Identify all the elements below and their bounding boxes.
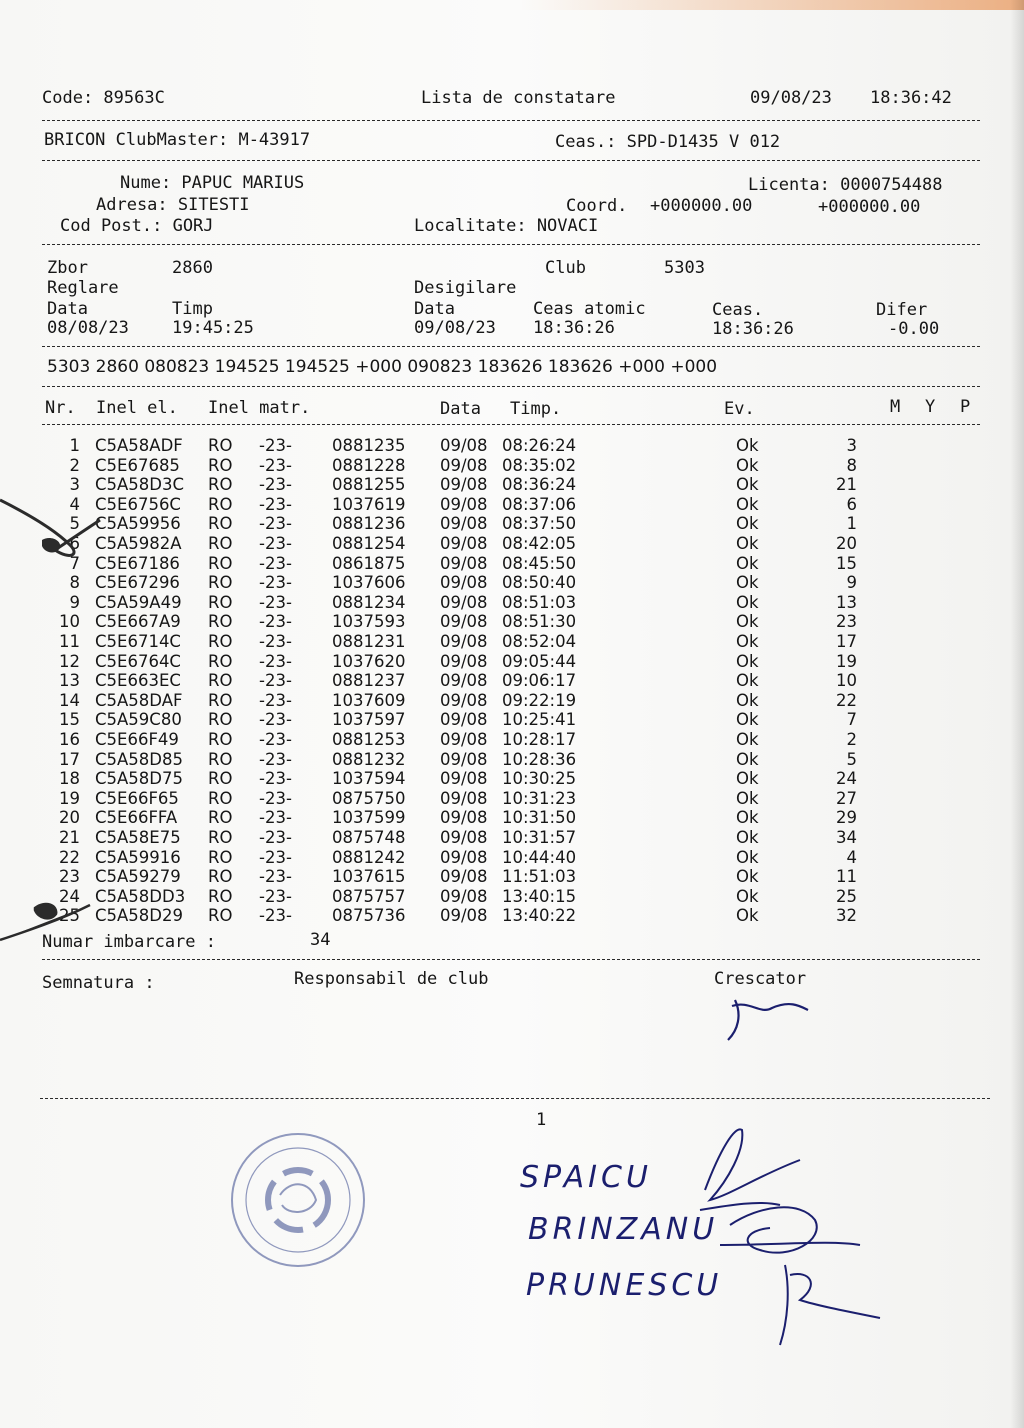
row-time: 08:50:40 (502, 573, 577, 593)
handwritten-name-1: SPAICU (520, 1160, 652, 1195)
row-yr: -23- (259, 632, 292, 651)
col-data: Data (440, 399, 481, 419)
row-date: 09/08 (440, 828, 488, 847)
row-ev: Ok (736, 730, 759, 749)
row-time: 08:36:24 (502, 475, 577, 495)
row-yr: -23- (259, 671, 292, 691)
row-matr: 0861875 (332, 553, 406, 573)
row-nr: 22 (59, 847, 80, 867)
row-yr: -23- (259, 436, 292, 455)
row-el: C5E66FFA (95, 808, 178, 828)
row-ev: Ok (736, 906, 759, 926)
header-date: 09/08/23 (750, 88, 832, 108)
row-yr: -23- (259, 769, 292, 789)
row-matr: 0875757 (332, 886, 406, 906)
row-pos: 11 (836, 867, 857, 887)
row-ev: Ok (736, 886, 759, 906)
row-ev: Ok (736, 573, 759, 593)
row-matr: 1037620 (332, 651, 406, 671)
row-cc: RO (208, 671, 233, 691)
row-matr: 0881254 (332, 534, 406, 553)
row-cc: RO (208, 788, 233, 808)
row-time: 09:06:17 (502, 671, 577, 691)
row-yr: -23- (259, 886, 292, 906)
row-el: C5A58DD3 (95, 886, 186, 906)
row-yr: -23- (259, 455, 292, 475)
row-nr: 5 (69, 514, 80, 534)
numar-imbarcare-label: Numar imbarcare : (42, 932, 216, 952)
row-date: 09/08 (440, 651, 488, 671)
row-date: 09/08 (440, 455, 488, 475)
row-nr: 12 (59, 651, 80, 671)
row-matr: 0881242 (332, 847, 406, 867)
row-date: 09/08 (440, 906, 488, 926)
owner-name: Nume: PAPUC MARIUS (120, 173, 305, 193)
row-yr: -23- (259, 867, 292, 887)
row-matr: 1037615 (332, 867, 406, 887)
row-pos: 21 (836, 475, 857, 495)
row-el: C5E67685 (95, 455, 180, 475)
row-date: 09/08 (440, 769, 488, 789)
row-date: 09/08 (440, 808, 488, 828)
row-date: 09/08 (440, 436, 488, 455)
row-cc: RO (208, 573, 233, 593)
row-yr: -23- (259, 573, 292, 593)
row-el: C5E6714C (95, 632, 181, 651)
clock-id: Ceas.: SPD-D1435 V 012 (555, 132, 781, 152)
row-date: 09/08 (440, 573, 488, 593)
row-nr: 20 (59, 808, 80, 828)
row-time: 08:51:30 (502, 612, 577, 632)
row-time: 10:28:36 (502, 749, 577, 769)
row-nr: 23 (59, 867, 80, 887)
row-yr: -23- (259, 710, 292, 730)
row-el: C5E6756C (95, 494, 181, 514)
difer-label: Difer (876, 300, 928, 320)
row-pos: 4 (846, 847, 857, 867)
row-ev: Ok (736, 671, 759, 691)
row-pos: 27 (836, 788, 857, 808)
row-cc: RO (208, 828, 233, 847)
difer-value: -0.00 (888, 319, 940, 339)
row-el: C5A59C80 (95, 710, 182, 730)
row-date: 09/08 (440, 632, 488, 651)
row-matr: 1037593 (332, 612, 406, 632)
row-time: 13:40:15 (502, 886, 577, 906)
data-label: Data (47, 299, 88, 319)
row-date: 09/08 (440, 553, 488, 573)
row-time: 10:25:41 (502, 710, 577, 730)
row-date: 09/08 (440, 788, 488, 808)
row-nr: 9 (69, 592, 80, 612)
row-yr: -23- (259, 906, 292, 926)
row-ev: Ok (736, 455, 759, 475)
row-pos: 34 (836, 828, 857, 847)
row-el: C5E66F65 (95, 788, 179, 808)
row-el: C5A58D85 (95, 749, 184, 769)
row-pos: 15 (836, 553, 857, 573)
col-inel-matr: Inel matr. (208, 398, 311, 418)
row-date: 09/08 (440, 475, 488, 495)
row-ev: Ok (736, 710, 759, 730)
code-label: Code: 89563C (42, 88, 165, 108)
row-yr: -23- (259, 534, 292, 553)
row-date: 09/08 (440, 847, 488, 867)
row-date: 09/08 (440, 867, 488, 887)
row-yr: -23- (259, 494, 292, 514)
row-yr: -23- (259, 592, 292, 612)
row-pos: 5 (846, 749, 857, 769)
row-time: 10:31:57 (502, 828, 577, 847)
row-ev: Ok (736, 632, 759, 651)
row-el: C5E67296 (95, 573, 180, 593)
row-ev: Ok (736, 788, 759, 808)
reglare-date: 08/08/23 (47, 318, 129, 338)
row-nr: 1 (69, 436, 80, 455)
zbor-value: 2860 (172, 258, 213, 278)
breeder-label: Crescator (714, 969, 807, 989)
row-cc: RO (208, 690, 233, 710)
row-el: C5A58D29 (95, 906, 184, 926)
row-pos: 13 (836, 592, 857, 612)
col-timp: Timp. (510, 399, 562, 419)
row-nr: 19 (59, 788, 80, 808)
col-ev: Ev. (724, 399, 755, 419)
clubmaster-id: BRICON ClubMaster: M-43917 (44, 130, 311, 150)
desigilare-label: Desigilare (414, 278, 517, 298)
row-ev: Ok (736, 808, 759, 828)
row-ev: Ok (736, 494, 759, 514)
row-pos: 20 (836, 534, 857, 553)
row-pos: 17 (836, 632, 857, 651)
coord-label: Coord. (566, 196, 628, 216)
row-date: 09/08 (440, 749, 488, 769)
row-time: 08:26:24 (502, 436, 577, 455)
row-el: C5A5982A (95, 534, 182, 553)
club-responsible-label: Responsabil de club (294, 969, 489, 989)
row-ev: Ok (736, 475, 759, 495)
club-stamp (232, 1134, 364, 1266)
row-pos: 29 (836, 808, 857, 828)
row-pos: 7 (846, 710, 857, 730)
row-time: 08:37:50 (502, 514, 577, 534)
row-nr: 18 (59, 769, 80, 789)
row-nr: 6 (69, 534, 80, 553)
row-pos: 10 (836, 671, 857, 691)
row-cc: RO (208, 710, 233, 730)
row-yr: -23- (259, 749, 292, 769)
row-matr: 0881255 (332, 475, 406, 495)
row-ev: Ok (736, 867, 759, 887)
row-time: 11:51:03 (502, 867, 577, 887)
row-nr: 24 (59, 886, 80, 906)
row-date: 09/08 (440, 710, 488, 730)
row-matr: 0881235 (332, 436, 406, 455)
signature-3 (780, 1265, 880, 1345)
row-nr: 7 (69, 553, 80, 573)
handwritten-name-3: PRUNESCU (526, 1268, 723, 1303)
row-pos: 23 (836, 612, 857, 632)
row-pos: 1 (846, 514, 857, 534)
row-yr: -23- (259, 847, 292, 867)
row-el: C5A59916 (95, 847, 181, 867)
row-time: 08:37:06 (502, 494, 577, 514)
row-cc: RO (208, 436, 233, 455)
row-nr: 15 (59, 710, 80, 730)
row-el: C5A59279 (95, 867, 181, 887)
row-el: C5E67186 (95, 553, 180, 573)
owner-address: Adresa: SITESTI (96, 195, 250, 215)
club-value: 5303 (664, 258, 705, 278)
row-time: 08:35:02 (502, 455, 577, 475)
page-number: 1 (536, 1110, 547, 1130)
signature-2 (720, 1207, 860, 1252)
row-time: 10:28:17 (502, 730, 577, 749)
row-cc: RO (208, 612, 233, 632)
row-time: 10:44:40 (502, 847, 577, 867)
row-date: 09/08 (440, 534, 488, 553)
club-label: Club (545, 258, 586, 278)
row-el: C5E66F49 (95, 730, 179, 749)
row-cc: RO (208, 749, 233, 769)
row-ev: Ok (736, 828, 759, 847)
reglare-label: Reglare (47, 278, 119, 298)
row-nr: 4 (69, 494, 80, 514)
row-time: 13:40:22 (502, 906, 577, 926)
row-yr: -23- (259, 475, 292, 495)
row-nr: 10 (59, 612, 80, 632)
row-nr: 17 (59, 749, 80, 769)
row-pos: 25 (836, 886, 857, 906)
row-time: 10:31:50 (502, 808, 577, 828)
row-nr: 14 (59, 690, 80, 710)
col-m: M (890, 397, 901, 417)
row-date: 09/08 (440, 592, 488, 612)
row-ev: Ok (736, 847, 759, 867)
row-el: C5A58E75 (95, 828, 181, 847)
row-cc: RO (208, 553, 233, 573)
col-y: Y (925, 397, 936, 417)
row-matr: 1037619 (332, 494, 406, 514)
row-time: 09:22:19 (502, 690, 577, 710)
row-matr: 0881232 (332, 749, 406, 769)
signature-label: Semnatura : (42, 973, 155, 993)
row-matr: 1037594 (332, 769, 406, 789)
row-el: C5A58DAF (95, 690, 183, 710)
row-cc: RO (208, 847, 233, 867)
row-date: 09/08 (440, 494, 488, 514)
row-pos: 32 (836, 906, 857, 926)
row-ev: Ok (736, 514, 759, 534)
row-cc: RO (208, 867, 233, 887)
row-pos: 19 (836, 651, 857, 671)
row-time: 10:31:23 (502, 788, 577, 808)
row-date: 09/08 (440, 730, 488, 749)
row-matr: 0881234 (332, 592, 406, 612)
row-pos: 2 (846, 730, 857, 749)
row-ev: Ok (736, 592, 759, 612)
row-cc: RO (208, 632, 233, 651)
row-matr: 0881253 (332, 730, 406, 749)
row-matr: 1037597 (332, 710, 406, 730)
ceas-label: Ceas. (712, 300, 764, 320)
row-pos: 9 (846, 573, 857, 593)
col-inel-el: Inel el. (96, 398, 178, 418)
row-nr: 21 (59, 828, 80, 847)
numar-imbarcare-value: 34 (310, 930, 331, 950)
row-time: 08:45:50 (502, 553, 577, 573)
handwritten-name-2: BRINZANU (528, 1212, 719, 1247)
row-pos: 3 (846, 436, 857, 455)
row-cc: RO (208, 475, 233, 495)
col-p: P (960, 397, 971, 417)
row-cc: RO (208, 455, 233, 475)
row-el: C5A58D75 (95, 769, 184, 789)
row-el: C5A59A49 (95, 592, 182, 612)
row-ev: Ok (736, 769, 759, 789)
row-yr: -23- (259, 730, 292, 749)
row-yr: -23- (259, 828, 292, 847)
row-date: 09/08 (440, 612, 488, 632)
coord-y: +000000.00 (818, 197, 921, 217)
row-el: C5A58ADF (95, 436, 183, 455)
desigilare-date: 09/08/23 (414, 318, 496, 338)
row-cc: RO (208, 730, 233, 749)
row-cc: RO (208, 534, 233, 553)
row-pos: 6 (846, 494, 857, 514)
postal-code: Cod Post.: GORJ (60, 216, 214, 236)
row-matr: 0875748 (332, 828, 406, 847)
row-time: 08:52:04 (502, 632, 577, 651)
ceas-atomic-label: Ceas atomic (533, 299, 646, 319)
row-ev: Ok (736, 553, 759, 573)
row-cc: RO (208, 592, 233, 612)
row-yr: -23- (259, 514, 292, 534)
row-yr: -23- (259, 690, 292, 710)
row-el: C5E6764C (95, 651, 181, 671)
col-nr: Nr. (45, 398, 76, 418)
row-time: 09:05:44 (502, 651, 577, 671)
owner-license: Licenta: 0000754488 (748, 175, 943, 195)
row-el: C5A59956 (95, 514, 181, 534)
row-ev: Ok (736, 534, 759, 553)
breeder-signature (728, 1000, 808, 1040)
row-pos: 22 (836, 690, 857, 710)
row-ev: Ok (736, 651, 759, 671)
pen-mark-bottom (0, 904, 90, 940)
row-nr: 13 (59, 671, 80, 691)
row-time: 08:42:05 (502, 534, 577, 553)
row-matr: 1037609 (332, 690, 406, 710)
row-matr: 0875736 (332, 906, 406, 926)
row-cc: RO (208, 651, 233, 671)
row-pos: 24 (836, 769, 857, 789)
row-time: 10:30:25 (502, 769, 577, 789)
row-date: 09/08 (440, 671, 488, 691)
row-matr: 0881228 (332, 455, 406, 475)
atomic-time: 18:36:26 (533, 318, 615, 338)
row-date: 09/08 (440, 514, 488, 534)
row-time: 08:51:03 (502, 592, 577, 612)
row-nr: 8 (69, 573, 80, 593)
row-ev: Ok (736, 612, 759, 632)
row-nr: 16 (59, 730, 80, 749)
timp-label: Timp (172, 299, 213, 319)
row-ev: Ok (736, 749, 759, 769)
row-nr: 11 (59, 632, 80, 651)
row-yr: -23- (259, 553, 292, 573)
summary-code-line: 5303 2860 080823 194525 194525 +000 090823 183626 183626 +000 +000 (47, 357, 718, 377)
row-matr: 1037606 (332, 573, 406, 593)
row-date: 09/08 (440, 690, 488, 710)
row-cc: RO (208, 514, 233, 534)
row-el: C5E663EC (95, 671, 181, 691)
row-nr: 2 (69, 455, 80, 475)
row-cc: RO (208, 769, 233, 789)
row-nr: 25 (59, 906, 80, 926)
row-pos: 8 (846, 455, 857, 475)
row-matr: 1037599 (332, 808, 406, 828)
row-yr: -23- (259, 612, 292, 632)
row-cc: RO (208, 906, 233, 926)
signature-1 (700, 1129, 800, 1210)
row-cc: RO (208, 494, 233, 514)
row-yr: -23- (259, 788, 292, 808)
coord-x: +000000.00 (650, 196, 753, 216)
ceas-time: 18:36:26 (712, 319, 794, 339)
data2-label: Data (414, 299, 455, 319)
row-ev: Ok (736, 690, 759, 710)
row-cc: RO (208, 886, 233, 906)
row-date: 09/08 (440, 886, 488, 906)
row-yr: -23- (259, 651, 292, 671)
row-matr: 0881236 (332, 514, 406, 534)
row-yr: -23- (259, 808, 292, 828)
row-cc: RO (208, 808, 233, 828)
header-time: 18:36:42 (870, 88, 952, 108)
row-matr: 0875750 (332, 788, 406, 808)
row-matr: 0881231 (332, 632, 406, 651)
row-nr: 3 (69, 475, 80, 495)
document-title: Lista de constatare (421, 88, 616, 108)
zbor-label: Zbor (47, 258, 88, 278)
row-el: C5A58D3C (95, 475, 185, 495)
locality: Localitate: NOVACI (414, 216, 599, 236)
pen-blot-top (42, 538, 60, 552)
reglare-time: 19:45:25 (172, 318, 254, 338)
row-el: C5E667A9 (95, 612, 181, 632)
row-ev: Ok (736, 436, 759, 455)
row-matr: 0881237 (332, 671, 406, 691)
